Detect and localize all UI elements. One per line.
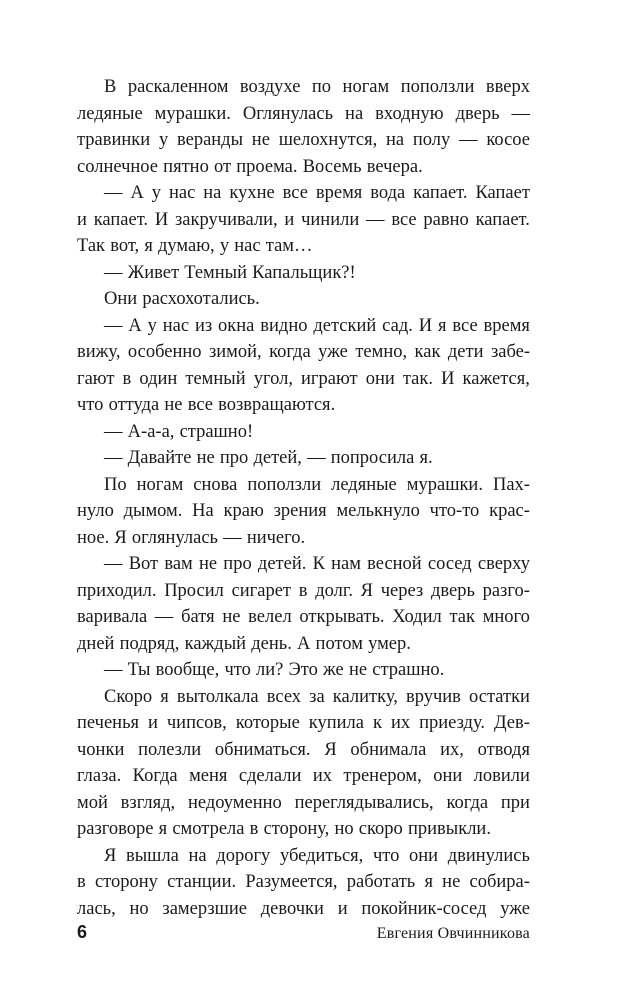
text-line: печенья и чипсов, которые купила к их приезду. Дев- [77,713,530,733]
body-text [77,74,530,922]
text-line: — Ты вообще, что ли? Это же не страшно. [104,660,445,680]
page-number: 6 [77,922,88,942]
text-line: — А у нас на кухне все время вода капает. Капает [104,183,530,203]
text-line: дней подряд, каждый день. А потом умер. [77,633,411,654]
text-line: Я вышла на дорогу убедиться, что они двинулись [104,845,530,866]
text-line: и капает. И закручивали, и чинили — все равно капает. [77,209,530,230]
text-line: нуло дымом. На краю зрения мелькнуло что-то крас- [77,501,530,521]
text-line: По ногам снова поползли ледяные мурашки. Пах- [104,474,530,495]
text-line: разговоре я смотрела в сторону, но скоро привыкли. [77,819,491,839]
text-line: травинки у веранды не шелохнутся, на полу — косое [77,130,530,150]
text-line: чонки полезли обниматься. Я обнимала их, отводя [77,739,530,760]
page-footer [77,922,530,942]
text-line: что оттуда не все возвращаются. [77,395,336,415]
text-line: В раскаленном воздухе по ногам поползли вверх [104,77,530,97]
text-line: гают в один темный угол, играют они так. И кажется, [77,368,530,389]
text-line: — Живет Темный Капальщик?! [104,262,356,283]
text-line: — Давайте не про детей, — попросила я. [104,448,433,468]
text-line: приходил. Просил сигарет в долг. Я через дверь разго- [77,580,530,601]
text-line: глаза. Когда меня сделали их тренером, они ловили [77,766,530,786]
text-line: ледяные мурашки. Оглянулась на входную дверь — [77,103,530,124]
text-line: мой взгляд, недоуменно переглядывались, когда при [77,792,530,813]
text-line: солнечное пятно от проема. Восемь вечера. [77,156,423,177]
text-line: — А-а-а, страшно! [104,421,254,442]
running-author: Евгения Овчинникова [376,925,530,942]
text-line: вижу, особенно зимой, когда уже темно, как дети забе- [77,342,530,362]
text-line: Они расхохотались. [104,289,260,309]
text-line: Так вот, я думаю, у нас там… [77,236,313,256]
text-line: варивала — батя не велел открывать. Ходил так много [77,607,530,627]
text-line: ное. Я оглянулась — ничего. [77,527,306,548]
text-line: — А у нас из окна видно детский сад. И я все время [104,315,530,336]
text-line: лась, но замерзшие девочки и покойник-сосед уже [77,898,530,919]
text-line: Скоро я вытолкала всех за калитку, вручив остатки [104,686,530,707]
text-line: в сторону станции. Разумеется, работать я не собира- [77,872,530,892]
text-line: — Вот вам не про детей. К нам весной сосед сверху [104,554,530,574]
